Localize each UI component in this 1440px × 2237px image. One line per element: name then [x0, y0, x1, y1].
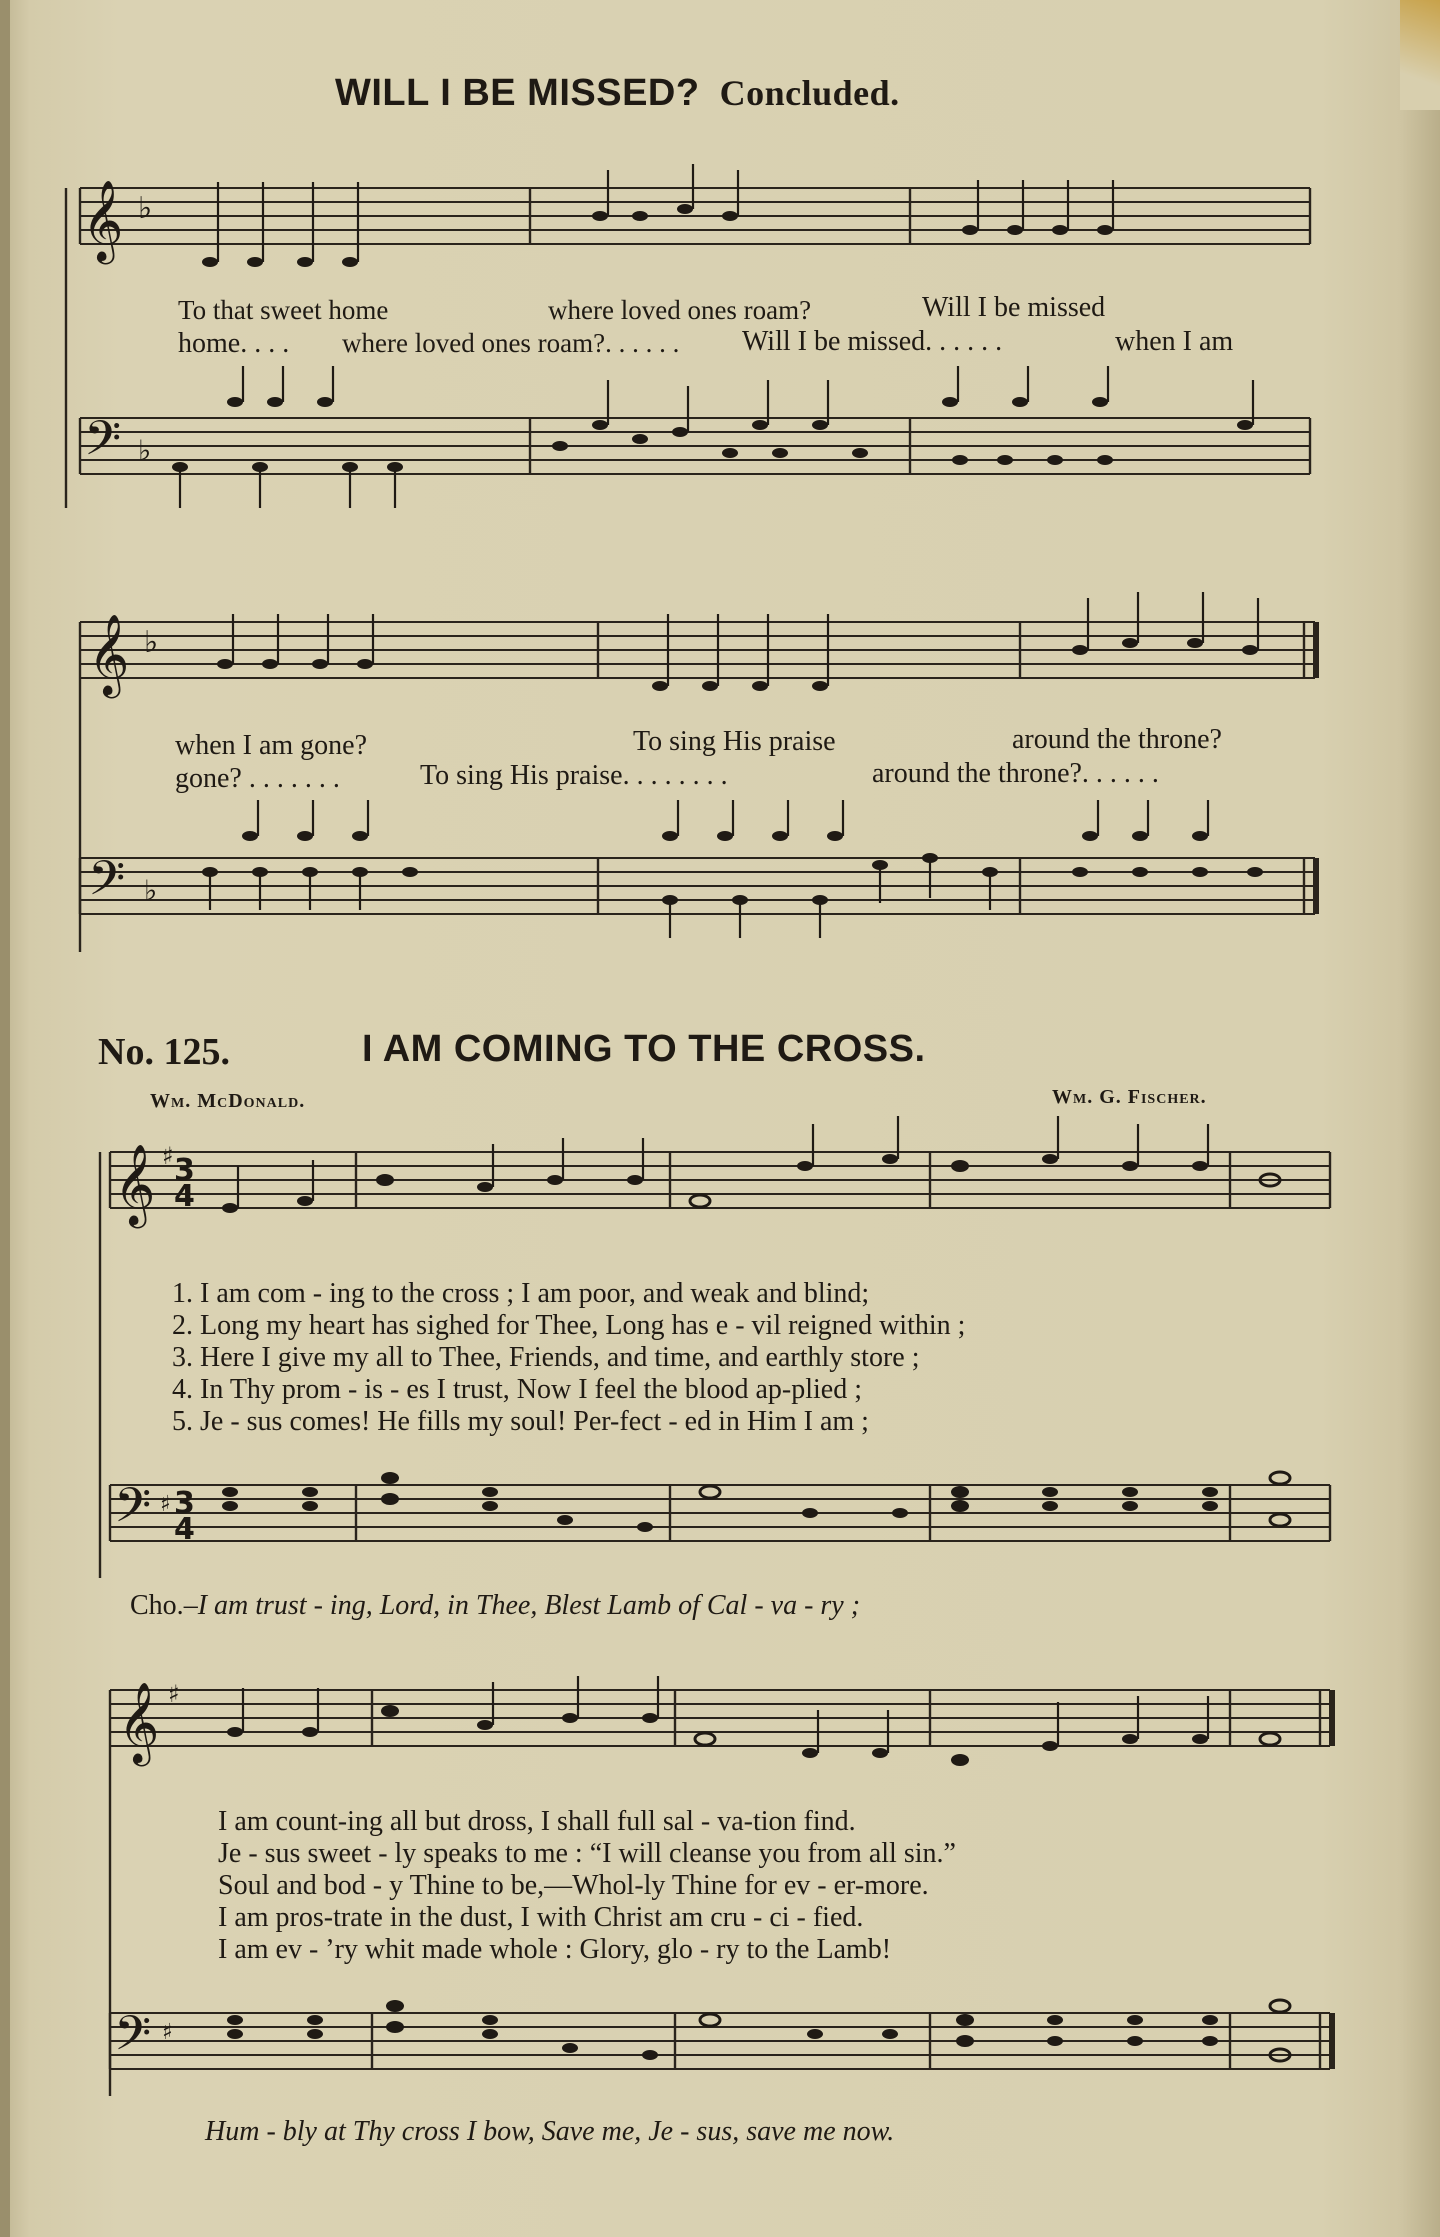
system1-lyric-lower-4: when I am — [1115, 326, 1234, 357]
verse-4-line-2: I am pros-trate in the dust, I with Christ am cru - ci - fied. — [218, 1902, 864, 1933]
verse-5-line-1: 5. Je - sus comes! He fills my soul! Per-fect - ed in Him I am ; — [172, 1406, 869, 1437]
lyricist-credit: Wm. McDonald. — [150, 1090, 306, 1112]
svg-text:𝄢: 𝄢 — [114, 1477, 152, 1545]
svg-text:♯: ♯ — [162, 1142, 174, 1170]
system2-bass-staff — [60, 848, 1330, 958]
system2-lyric-upper-2: To sing His praise — [633, 726, 836, 757]
svg-text:𝄢: 𝄢 — [88, 850, 126, 918]
page-corner-wear — [1400, 0, 1440, 110]
verse-5-line-2: I am ev - ’ry whit made whole : Glory, glo - ry to the Lamb! — [218, 1934, 892, 1965]
svg-text:♯: ♯ — [160, 1492, 171, 1517]
system2-treble-staff — [60, 612, 1330, 702]
hymn-system2-treble-staff — [90, 1680, 1340, 1770]
verse-4-line-1: 4. In Thy prom - is - es I trust, Now I feel the blood ap-plied ; — [172, 1374, 863, 1405]
system2-lyric-upper-3: around the throne? — [1012, 724, 1222, 755]
verse-1-line-2: I am count-ing all but dross, I shall full sal - va-tion find. — [218, 1806, 856, 1837]
composer-credit: Wm. G. Fischer. — [1052, 1086, 1207, 1108]
verse-3-line-1: 3. Here I give my all to Thee, Friends, and time, and earthly store ; — [172, 1342, 920, 1373]
top-song-title-text: WILL I BE MISSED? — [335, 72, 700, 114]
svg-text:𝄞: 𝄞 — [118, 1681, 160, 1763]
verse-2-line-2: Je - sus sweet - ly speaks to me : “I will cleanse you from all sin.” — [218, 1838, 956, 1869]
svg-text:4: 4 — [174, 1512, 195, 1547]
verse-1-line-1: 1. I am com - ing to the cross ; I am poor, and weak and blind; — [172, 1278, 870, 1309]
hymn-number: No. 125. — [98, 1031, 230, 1073]
svg-text:3: 3 — [174, 1153, 195, 1188]
hymn-title: I AM COMING TO THE CROSS. — [362, 1028, 926, 1070]
system2-lyric-lower-1: gone? . . . . . . . — [175, 763, 340, 794]
svg-text:♭: ♭ — [144, 625, 159, 660]
svg-text:♯: ♯ — [168, 1680, 180, 1708]
system1-lyric-upper-3: Will I be missed — [922, 292, 1106, 323]
system1-bass-staff — [60, 408, 1320, 518]
chorus-label: Cho. — [130, 1590, 184, 1621]
system2-lyric-lower-3: around the throne?. . . . . . — [872, 758, 1159, 789]
system2-lyric-upper-1: when I am gone? — [175, 730, 368, 761]
system1-lyric-upper-2: where loved ones roam? — [548, 295, 812, 325]
top-song-title — [335, 72, 900, 115]
svg-text:♭: ♭ — [138, 434, 152, 467]
svg-text:𝄢: 𝄢 — [84, 410, 122, 478]
system1-lyric-lower-3: Will I be missed. . . . . . — [742, 326, 1003, 357]
system1-treble-staff — [60, 178, 1320, 268]
chorus-line-1-text: I am trust - ing, Lord, in Thee, Blest Lamb of Cal - va - ry ; — [197, 1590, 861, 1621]
verse-2-line-1: 2. Long my heart has sighed for Thee, Long has e - vil reigned within ; — [172, 1310, 966, 1341]
svg-text:3: 3 — [174, 1486, 195, 1521]
svg-text:𝄞: 𝄞 — [82, 179, 124, 261]
svg-text:𝄢: 𝄢 — [114, 2005, 152, 2073]
hymn-system1-bass-staff — [90, 1475, 1340, 1565]
system1-lyric-lower-2: where loved ones roam?. . . . . . — [342, 328, 680, 358]
hymn-system1-treble-staff — [90, 1142, 1340, 1232]
svg-text:𝄞: 𝄞 — [88, 613, 130, 695]
system2-lyric-lower-2: To sing His praise. . . . . . . . — [420, 760, 728, 791]
svg-text:♭: ♭ — [138, 191, 153, 226]
chorus-line-2: Hum - bly at Thy cross I bow, Save me, Je - sus, save me now. — [205, 2116, 895, 2147]
svg-text:𝄞: 𝄞 — [114, 1143, 156, 1225]
top-song-suffix: Concluded. — [719, 73, 900, 113]
book-spine — [0, 0, 10, 2237]
svg-text:♯: ♯ — [162, 2020, 173, 2045]
chorus-line-1: Cho.–I am trust - ing, Lord, in Thee, Blest Lamb of Cal - va - ry ; — [130, 1590, 861, 1621]
svg-text:4: 4 — [174, 1179, 195, 1214]
svg-text:♭: ♭ — [144, 874, 158, 907]
system1-lyric-upper-1: To that sweet home — [178, 295, 389, 325]
hymn-system2-bass-staff — [90, 2003, 1340, 2113]
verse-3-line-2: Soul and bod - y Thine to be,—Whol-ly Thine for ev - er-more. — [218, 1870, 929, 1901]
system1-lyric-lower-1: home. . . . — [178, 328, 290, 359]
